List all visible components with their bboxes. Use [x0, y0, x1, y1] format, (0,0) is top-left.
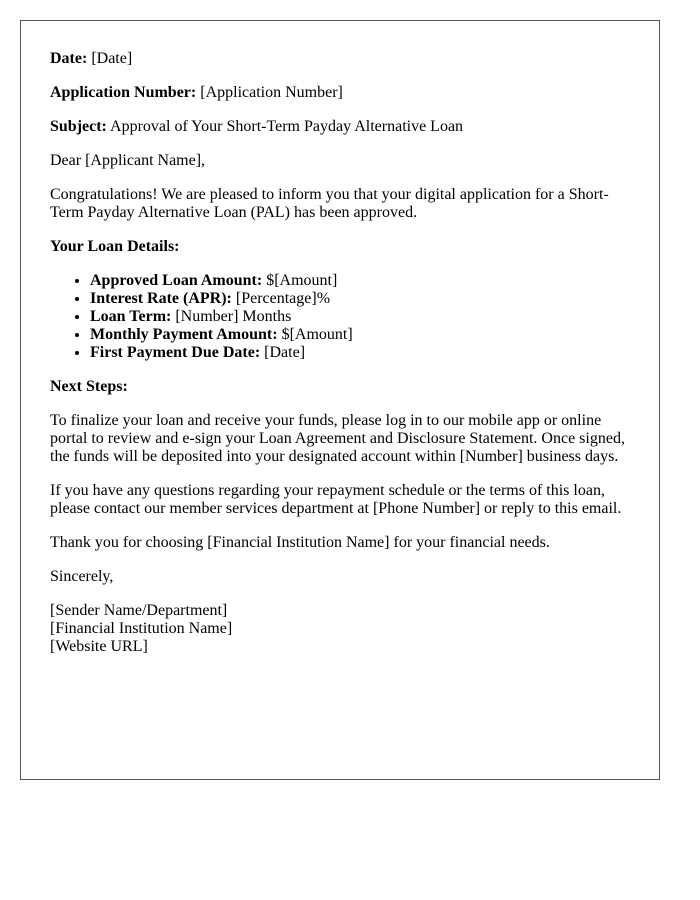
detail-value: $[Amount]	[266, 272, 338, 289]
date-label: Date:	[50, 50, 88, 67]
detail-value: [Date]	[264, 344, 306, 361]
list-item	[90, 344, 631, 362]
closing: Sincerely,	[50, 568, 114, 585]
subject-line	[50, 118, 631, 136]
detail-label: Loan Term:	[90, 308, 172, 325]
thanks-paragraph: Thank you for choosing [Financial Institution Name] for your financial needs.	[50, 534, 550, 551]
subject-value: Approval of Your Short-Term Payday Alternative Loan	[110, 118, 464, 135]
detail-label: Approved Loan Amount:	[90, 272, 263, 289]
list-item	[90, 290, 631, 308]
signature-website: [Website URL]	[50, 638, 148, 655]
loan-details-list	[50, 272, 631, 362]
salutation: Dear [Applicant Name],	[50, 152, 206, 169]
questions-paragraph: If you have any questions regarding your repayment schedule or the terms of this loan, please contact our member services department at [Phone Number] or reply to this email.	[50, 482, 622, 517]
list-item	[90, 308, 631, 326]
intro-paragraph: Congratulations! We are pleased to inform you that your digital application for a Short-Term Payday Alternative Loan (PAL) has been approved.	[50, 186, 609, 221]
next-steps-paragraph: To finalize your loan and receive your funds, please log in to our mobile app or online portal to review and e-sign your Loan Agreement and Disclosure Statement. Once signed, the funds will be deposited into your designated account within [Number] business days.	[50, 412, 625, 465]
signature-block	[50, 602, 631, 656]
next-steps-heading	[50, 378, 631, 396]
application-number-label: Application Number:	[50, 84, 197, 101]
detail-value: [Percentage]%	[235, 290, 331, 307]
signature-sender: [Sender Name/Department]	[50, 602, 228, 619]
letter-container	[20, 20, 660, 780]
list-item	[90, 326, 631, 344]
signature-institution: [Financial Institution Name]	[50, 620, 233, 637]
date-value: [Date]	[91, 50, 133, 67]
application-number-line	[50, 84, 631, 102]
subject-label: Subject:	[50, 118, 107, 135]
date-line	[50, 50, 631, 68]
details-heading	[50, 238, 631, 256]
detail-label: Interest Rate (APR):	[90, 290, 232, 307]
detail-label: First Payment Due Date:	[90, 344, 261, 361]
details-heading-text: Your Loan Details:	[50, 238, 180, 255]
next-steps-heading-text: Next Steps:	[50, 378, 128, 395]
detail-value: $[Amount]	[281, 326, 353, 343]
application-number-value: [Application Number]	[200, 84, 343, 101]
detail-label: Monthly Payment Amount:	[90, 326, 278, 343]
list-item	[90, 272, 631, 290]
detail-value: [Number] Months	[175, 308, 292, 325]
